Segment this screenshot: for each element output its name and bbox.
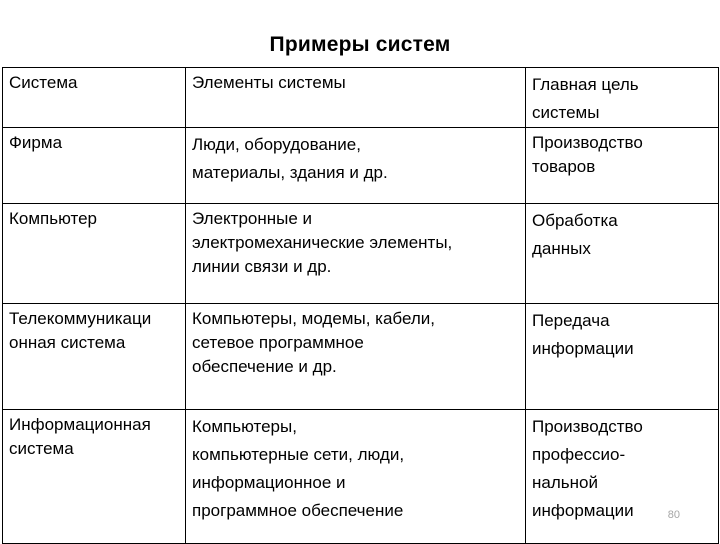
cell-goal: Производство профессио- нальной информации bbox=[526, 410, 719, 544]
cell-system: Информационная система bbox=[3, 410, 186, 544]
cell-system: Компьютер bbox=[3, 204, 186, 304]
header-cell-goal: Главная цель системы bbox=[526, 68, 719, 128]
table-header-row bbox=[3, 68, 719, 128]
header-cell-system: Система bbox=[3, 68, 186, 128]
cell-elements: Электронные и электромеханические элементы, линии связи и др. bbox=[186, 204, 526, 304]
cell-elements: Компьютеры, компьютерные сети, люди, информационное и программное обеспечение bbox=[186, 410, 526, 544]
cell-goal: Обработка данных bbox=[526, 204, 719, 304]
cell-elements: Люди, оборудование, материалы, здания и др. bbox=[186, 128, 526, 204]
table-row bbox=[3, 304, 719, 410]
table-row bbox=[3, 410, 719, 544]
cell-goal: Производство товаров bbox=[526, 128, 719, 204]
cell-elements: Компьютеры, модемы, кабели, сетевое программное обеспечение и др. bbox=[186, 304, 526, 410]
page-number: 80 bbox=[667, 509, 680, 521]
cell-system: Телекоммуникаци онная система bbox=[3, 304, 186, 410]
header-cell-elements: Элементы системы bbox=[186, 68, 526, 128]
table-row bbox=[3, 204, 719, 304]
table-row bbox=[3, 128, 719, 204]
cell-goal: Передача информации bbox=[526, 304, 719, 410]
cell-system: Фирма bbox=[3, 128, 186, 204]
systems-table bbox=[2, 67, 719, 544]
slide-title: Примеры систем bbox=[269, 33, 451, 56]
